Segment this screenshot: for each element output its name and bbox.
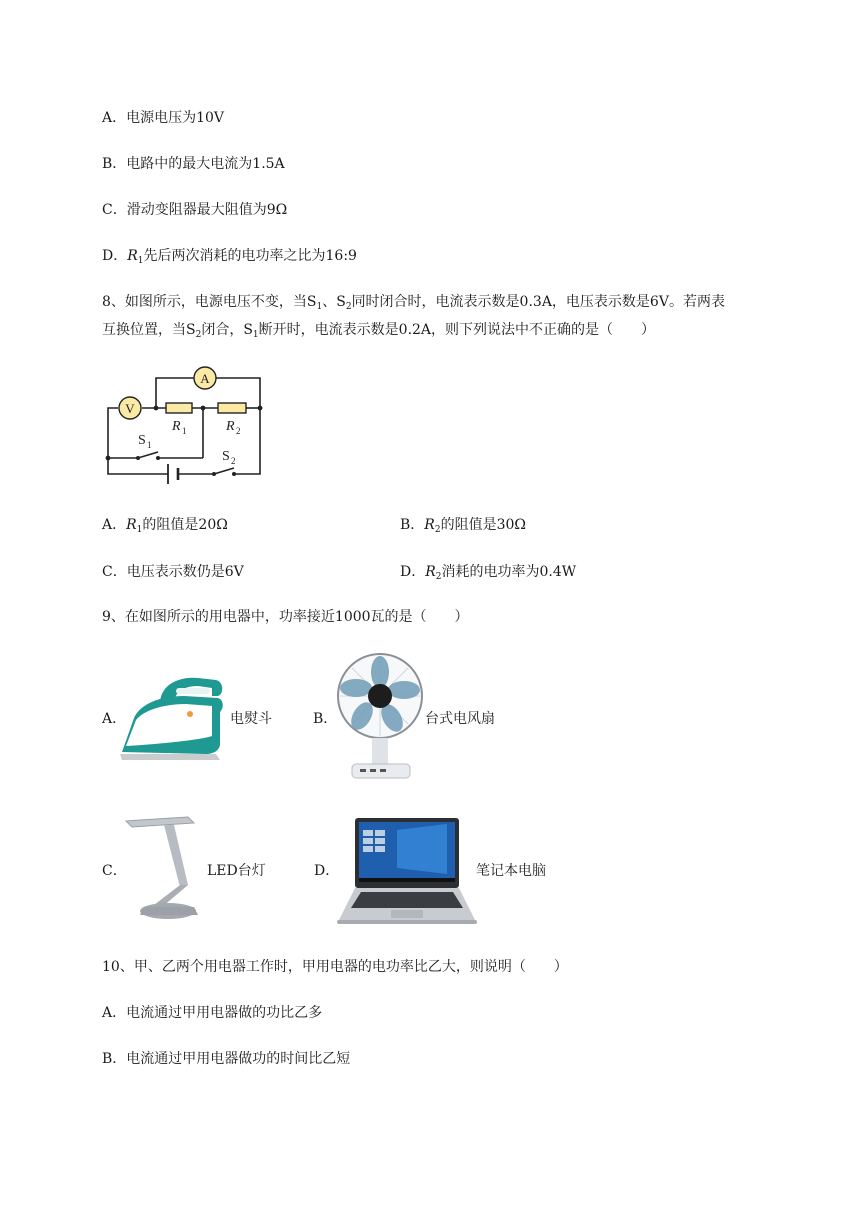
fan-image (334, 650, 426, 782)
r1-label: R (172, 419, 181, 434)
q10-stem: 10、甲、乙两个用电器工作时，甲用电器的电功率比乙大，则说明（ ） (102, 959, 568, 975)
q7-option-d-var: R (127, 248, 138, 264)
q10-option-b: B．电流通过甲用电器做功的时间比乙短 (102, 1051, 351, 1067)
q8-b-prefix: B． (400, 517, 425, 533)
s2-sub: 2 (231, 456, 236, 466)
q7-option-d-rest: 先后两次消耗的电功率之比为16:9 (143, 248, 357, 264)
q8-l2-s2: 2 (195, 330, 202, 340)
q8-l1-s2: 2 (345, 302, 352, 312)
q8-b-var: R (424, 517, 435, 533)
r1-sub: 1 (182, 426, 187, 436)
voltmeter-label: V (125, 401, 135, 416)
q8-option-b (400, 515, 526, 540)
q8-d-var: R (425, 564, 436, 580)
q9-b-label: 台式电风扇 (425, 711, 495, 727)
q9-a-label: 电熨斗 (230, 711, 272, 727)
q8-option-c: C．电压表示数仍是6V (102, 564, 244, 580)
circuit-diagram (100, 362, 270, 488)
q8-l2-c: 断开时，电流表示数是0.2A，则下列说法中不正确的是（ ） (258, 322, 656, 338)
q8-l1-c: 同时闭合时，电流表示数是0.3A，电压表示数是6V。若两表 (351, 294, 725, 310)
laptop-image (337, 816, 477, 926)
q7-option-a: A．电源电压为10V (102, 110, 225, 126)
q7-option-d-prefix: D． (102, 248, 128, 264)
r2-label: R (226, 419, 235, 434)
q8-option-a (102, 515, 228, 540)
led-lamp-image (124, 815, 206, 923)
q8-d-rest: 消耗的电功率为0.4W (441, 564, 577, 580)
r2-sub: 2 (236, 426, 241, 436)
q8-d-prefix: D． (400, 564, 426, 580)
q8-stem-line2 (102, 320, 655, 345)
q7-option-d-sub: 1 (137, 256, 144, 266)
q8-l2-a: 互换位置，当S (102, 322, 196, 338)
q9-stem: 9、在如图所示的用电器中，功率接近1000瓦的是（ ） (102, 609, 469, 625)
resistor-r1 (166, 403, 192, 413)
q8-a-rest: 的阻值是20Ω (142, 517, 228, 533)
ammeter-label: A (200, 371, 210, 386)
iron-image (120, 674, 228, 762)
q9-b-letter: B． (313, 711, 338, 727)
q8-a-var: R (126, 517, 137, 533)
q9-c-label: LED台灯 (207, 863, 266, 879)
q8-l2-b: 闭合，S (201, 322, 253, 338)
q9-d-label: 笔记本电脑 (476, 863, 546, 879)
resistor-r2 (218, 403, 246, 413)
q9-d-letter: D． (314, 863, 340, 879)
s1-sub: 1 (147, 440, 152, 450)
q8-a-prefix: A． (102, 517, 127, 533)
q8-d-sub: 2 (435, 572, 442, 582)
q7-option-c: C．滑动变阻器最大阻值为9Ω (102, 202, 288, 218)
q7-option-b: B．电路中的最大电流为1.5A (102, 156, 285, 172)
q8-a-sub: 1 (136, 525, 143, 535)
q10-option-a: A．电流通过甲用电器做的功比乙多 (102, 1005, 323, 1021)
q8-option-d (400, 562, 576, 587)
s2-label: S (222, 449, 230, 464)
q8-b-rest: 的阻值是30Ω (440, 517, 526, 533)
q8-l1-s1: 1 (316, 302, 323, 312)
q8-l1-b: 、S (322, 294, 346, 310)
s1-label: S (138, 433, 146, 448)
q8-b-sub: 2 (434, 525, 441, 535)
q9-c-letter: C． (102, 863, 127, 879)
q8-l1-a: 8、如图所示，电源电压不变，当S (102, 294, 317, 310)
q7-option-d (102, 246, 357, 271)
q8-l2-s1: 1 (252, 330, 259, 340)
q9-a-letter: A． (102, 711, 127, 727)
q8-stem-line1 (102, 292, 725, 317)
